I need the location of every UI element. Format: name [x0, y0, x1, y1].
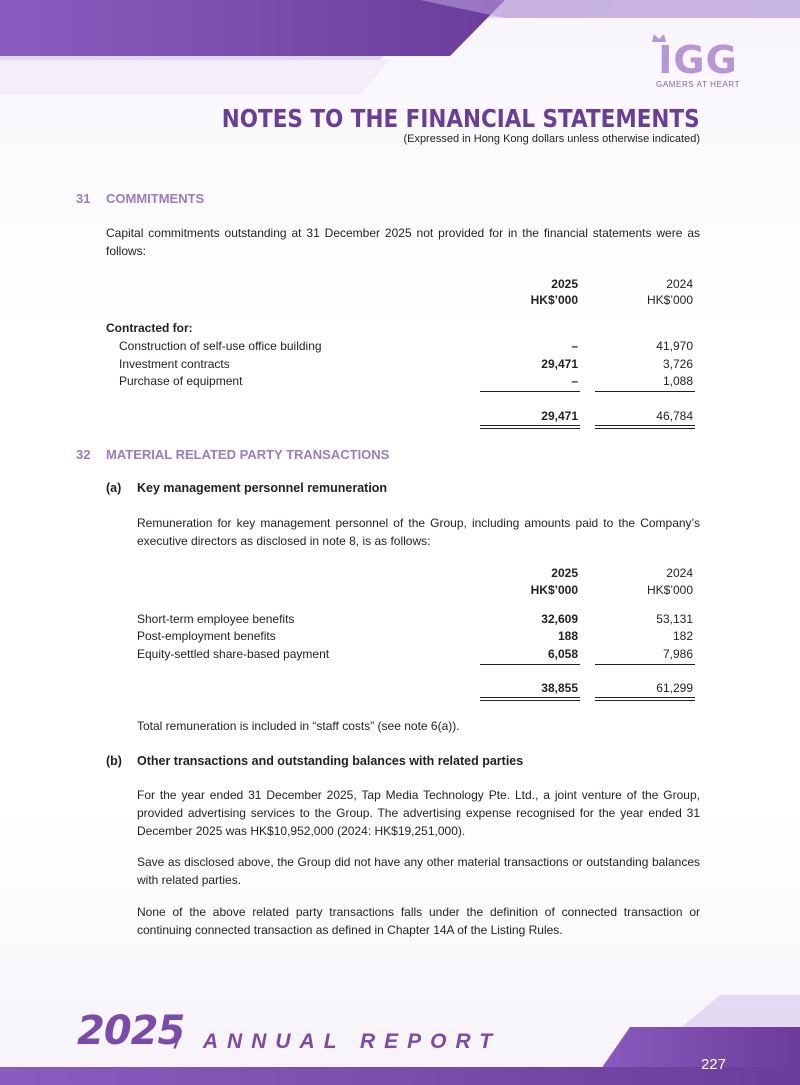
company-logo: IGG — [658, 38, 738, 82]
row-value-2025: 29,471 — [541, 357, 578, 371]
col-header-year-2024: 2024 — [666, 566, 693, 580]
total-double-rule — [480, 697, 580, 701]
note-32-title: MATERIAL RELATED PARTY TRANSACTIONS — [106, 447, 390, 462]
total-2024: 46,784 — [656, 409, 693, 423]
total-2025: 29,471 — [541, 409, 578, 423]
row-value-2025: 6,058 — [547, 647, 578, 661]
footer-year: 2025 — [77, 1008, 185, 1054]
logo-tagline: GAMERS AT HEART — [656, 80, 741, 89]
row-value-2025: 32,609 — [541, 612, 578, 626]
row-value-2025: – — [571, 339, 578, 353]
row-value-2025: – — [571, 374, 578, 388]
row-label: Short-term employee benefits — [137, 612, 295, 626]
subtotal-rule — [595, 391, 695, 392]
col-header-unit-2024: HK$’000 — [646, 583, 693, 597]
total-double-rule — [595, 425, 695, 429]
row-value-2024: 3,726 — [662, 357, 693, 371]
row-value-2024: 182 — [672, 629, 693, 643]
total-2025: 38,855 — [541, 681, 578, 695]
page-title: NOTES TO THE FINANCIAL STATEMENTS — [222, 104, 700, 133]
footer-annual-report: / ANNUAL REPORT — [174, 1030, 502, 1053]
subtotal-rule — [595, 664, 695, 665]
subsection-b-para-3: None of the above related party transactions falls under the definition of connected transaction or continuing connected transaction as defined in Chapter 14A of the Listing Rules. — [137, 905, 700, 937]
total-2024: 61,299 — [656, 681, 693, 695]
col-header-unit-2024: HK$’000 — [646, 293, 693, 307]
row-value-2024: 1,088 — [662, 374, 693, 388]
row-label: Purchase of equipment — [119, 374, 243, 388]
subsection-b-para-2: Save as disclosed above, the Group did not have any other material transactions or outstanding balances with related parties. — [137, 855, 700, 887]
subsection-b-title: Other transactions and outstanding balances with related parties — [137, 754, 524, 768]
total-double-rule — [480, 425, 580, 429]
row-value-2024: 7,986 — [662, 647, 693, 661]
row-label: Investment contracts — [119, 357, 230, 371]
row-label: Post-employment benefits — [137, 629, 276, 643]
remuneration-note: Total remuneration is included in “staff costs” (see note 6(a)). — [137, 719, 460, 733]
note-32-number: 32 — [76, 447, 91, 462]
note-31-number: 31 — [76, 191, 91, 206]
note-31-intro: Capital commitments outstanding at 31 December 2025 not provided for in the financial statements were as follows: — [106, 226, 700, 258]
subsection-a-intro: Remuneration for key management personnel of the Group, including amounts paid to the Company’s executive directors as disclosed in note 8, is as follows: — [137, 516, 700, 548]
group-label: Contracted for: — [106, 321, 193, 335]
note-31-title: COMMITMENTS — [106, 191, 205, 206]
row-value-2024: 41,970 — [656, 339, 693, 353]
subsection-b-para-1: For the year ended 31 December 2025, Tap Media Technology Pte. Ltd., a joint venture of the Group, provided advertising services to the Group. The advertising expense recognised for the year ended 31 December 2025 was HK$10,952,000 (2024: HK$19,251,000). — [137, 788, 700, 838]
col-header-year-2024: 2024 — [666, 277, 693, 291]
col-header-year-2025: 2025 — [551, 277, 578, 291]
subsection-b-letter: (b) — [106, 754, 122, 768]
row-value-2025: 188 — [557, 629, 578, 643]
total-double-rule — [595, 697, 695, 701]
col-header-year-2025: 2025 — [551, 566, 578, 580]
subtotal-rule — [480, 391, 580, 392]
col-header-unit-2025: HK$’000 — [530, 583, 578, 597]
subsection-a-letter: (a) — [106, 481, 122, 495]
page-number: 227 — [700, 1056, 726, 1073]
page-subtitle: (Expressed in Hong Kong dollars unless otherwise indicated) — [403, 133, 700, 145]
row-label: Equity-settled share-based payment — [137, 647, 330, 661]
subsection-a-title: Key management personnel remuneration — [137, 481, 388, 495]
row-value-2024: 53,131 — [656, 612, 693, 626]
row-label: Construction of self-use office building — [119, 339, 322, 353]
subtotal-rule — [480, 664, 580, 665]
col-header-unit-2025: HK$’000 — [530, 293, 578, 307]
